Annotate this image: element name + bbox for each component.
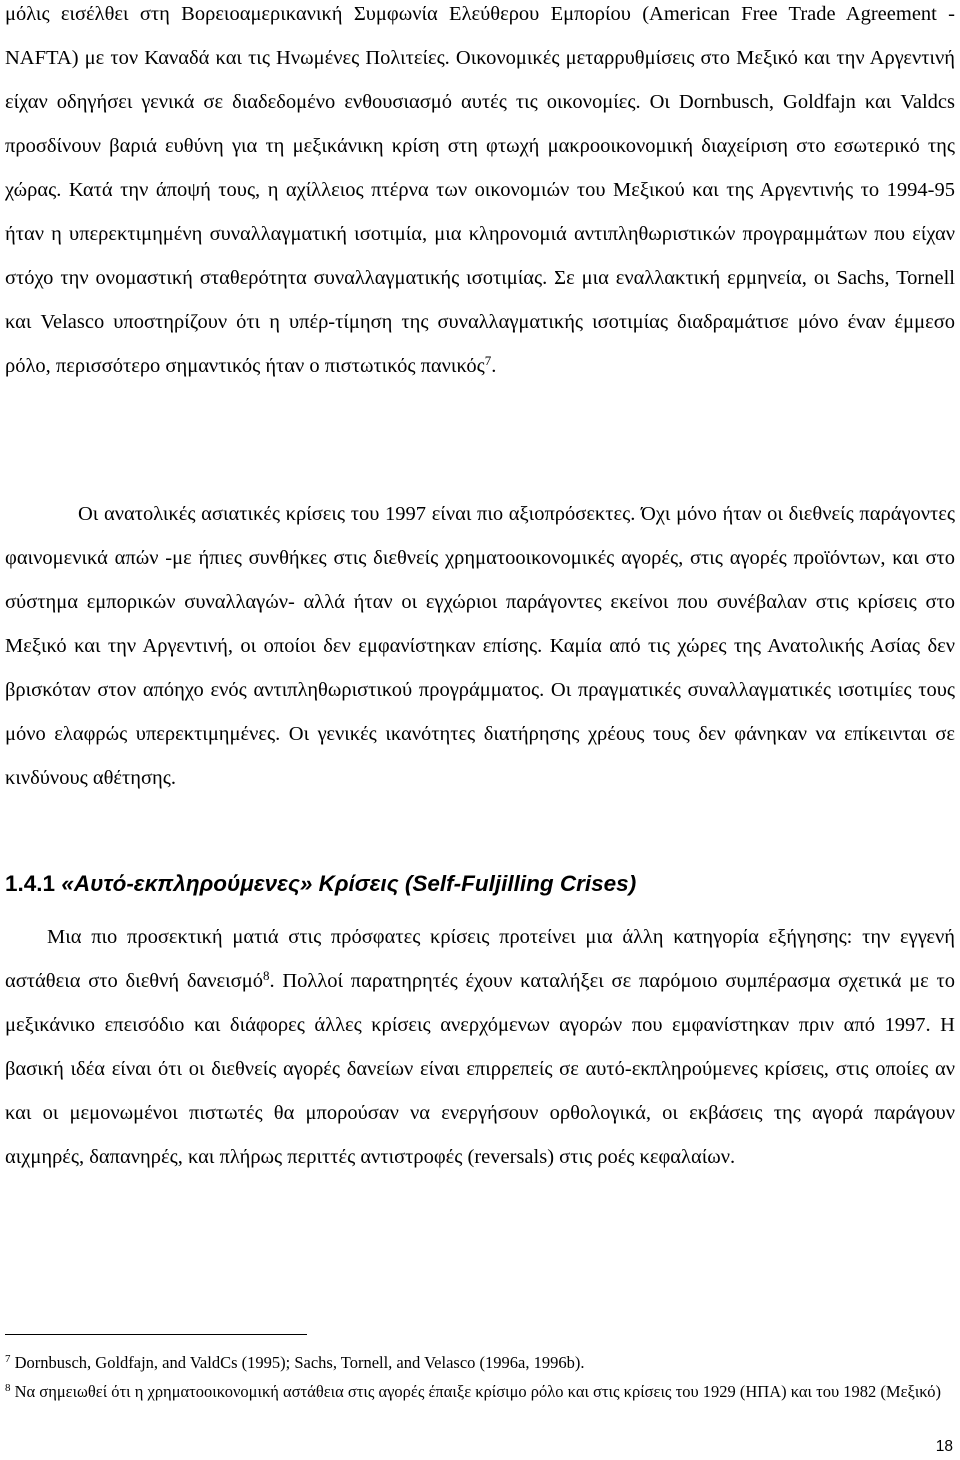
- footnote-separator: [5, 1334, 307, 1335]
- section-number: 1.4.1: [5, 871, 56, 896]
- body-paragraph: [5, 492, 955, 800]
- page-number: 18: [935, 1438, 953, 1455]
- paragraph-text: Οι ανατολικές ασιατικές κρίσεις του 1997 είναι πιο αξιοπρόσεκτες. Όχι μόνο ήταν οι διεθνείς παράγοντες φαινομενικά απών -με ήπιες συνθήκες στις διεθνείς χρηματοοικονομικές αγορές, στις αγορές προϊόντων, και στο σύστημα εμπορικών συναλλαγών- αλλά ήταν οι εγχώριοι παράγοντες εκείνοι που συνέβαλαν στις κρίσεις στο Μεξικό και την Αργεντινή, οι οποίοι δεν εμφανίστηκαν επίσης. Καμία από τις χώρες της Ανατολικής Ασίας δεν βρισκόταν στον απόηχο ενός αντιπληθωριστικού προγράμματος. Οι πραγματικές συναλλαγματικές ισοτιμίες τους μόνο ελαφρώς υπερεκτιμημένες. Οι γενικές ικανότητες διατήρησης χρέους τους δεν φάνηκαν να επίκεινται σε κινδύνους αθέτησης.: [5, 503, 955, 789]
- footnote-marker: 8: [5, 1381, 11, 1394]
- paragraph-text: Μια πιο προσεκτική ματιά στις πρόσφατες κρίσεις προτείνει μια άλλη κατηγορία εξήγησης: την εγγενή αστάθεια στο διεθνή δανεισμό: [5, 926, 955, 992]
- footnote-text: Να σημειωθεί ότι η χρηματοοικονομική αστάθεια στις αγορές έπαιξε κρίσιμο ρόλο και στις κρίσεις του 1929 (ΗΠΑ) και του 1982 (Μεξικό): [10, 1382, 941, 1401]
- footnote-reference[interactable]: 7: [484, 352, 492, 368]
- body-paragraph: [5, 915, 955, 1179]
- paragraph-text: . Πολλοί παρατηρητές έχουν καταλήξει σε παρόμοιο συμπέρασμα σχετικά με το μεξικάνικο επεισόδιο και διάφορες άλλες κρίσεις ανερχόμενων αγορών που εμφανίστηκαν πριν από 1997. Η βασική ιδέα είναι ότι οι διεθνείς αγορές δανείων είναι επιρρεπείς σε αυτό-εκπληρούμενες κρίσεις, στις οποίες αν και οι μεμονωμένοι πιστωτές θα μπορούσαν να ενεργήσουν ορθολογικά, οι εκβάσεις της αγορά παράγουν αιχμηρές, δαπανηρές, και πλήρως περιττές αντιστροφές (reversals) στις ροές κεφαλαίων.: [5, 970, 955, 1168]
- paragraph-end: .: [491, 355, 497, 377]
- section-heading: [5, 862, 955, 906]
- paragraph-text: μόλις εισέλθει στη Βορειοαμερικανική Συμφωνία Ελεύθερου Εμπορίου (American Free Trade Agreement - NAFTA) με τον Καναδά και τις Ηνωμένες Πολιτείες. Οικονομικές μεταρρυθμίσεις στο Μεξικό και την Αργεντινή είχαν οδηγήσει γενικά σε διαδεδομένο ενθουσιασμό αυτές τις οικονομίες. Οι Dornbusch, Goldfajn και Valdcs προσδίνουν βαριά ευθύνη για τη μεξικάνικη κρίση στη φτωχή μακροοικονομική διαχείριση στο εσωτερικό της χώρας. Κατά την άποψή τους, η αχίλλειος πτέρνα των οικονομιών του Μεξικού και της Αργεντινής το 1994-95 ήταν η υπερεκτιμημένη συναλλαγματική ισοτιμία, μια κληρονομιά αντιπληθωριστικών προγραμμάτων που είχαν στόχο την ονομαστική σταθερότητα συναλλαγματικής ισοτιμίας. Σε μια εναλλακτική ερμηνεία, οι Sachs, Tornell και Velasco υποστηρίζουν ότι η υπέρ-τίμηση της συναλλαγματικής ισοτιμίας διαδραμάτισε μόνο έναν έμμεσο ρόλο, περισσότερο σημαντικός ήταν ο πιστωτικός πανικός: [5, 3, 955, 377]
- body-paragraph: [5, 0, 955, 388]
- footnote: [5, 1350, 955, 1376]
- document-page: [5, 0, 955, 1460]
- footnote-marker: 7: [5, 1352, 11, 1365]
- footnote: [5, 1379, 955, 1405]
- section-title: «Αυτό-εκπληρούμενες» Κρίσεις (Self-Fuljilling Crises): [61, 871, 637, 896]
- footnote-reference[interactable]: 8: [262, 967, 270, 983]
- footnote-text: Dornbusch, Goldfajn, and ValdCs (1995); Sachs, Tornell, and Velasco (1996a, 1996b).: [10, 1353, 585, 1372]
